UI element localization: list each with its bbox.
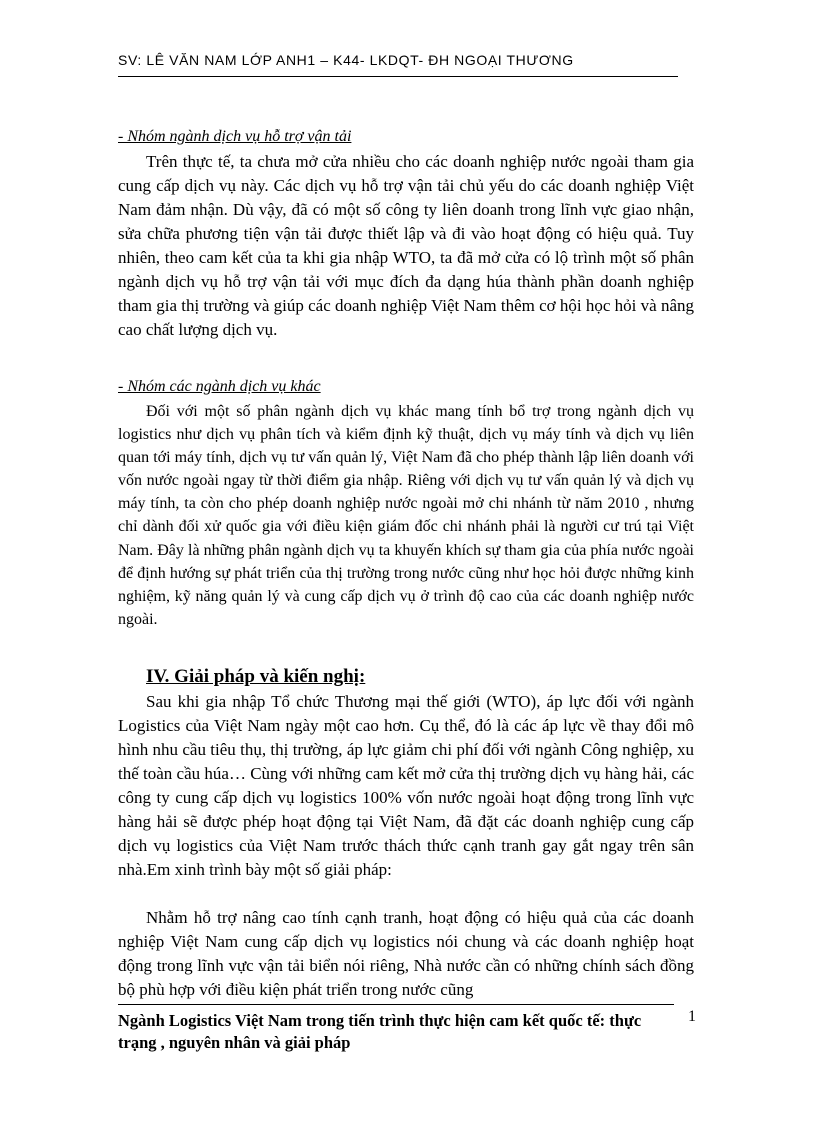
- header-divider: [118, 76, 678, 77]
- paragraph-other-services: Đối với một số phân ngành dịch vụ khác mang tính bổ trợ trong ngành dịch vụ logistics như dịch vụ phân tích và kiểm định kỹ thuật, dịch vụ máy tính và dịch vụ liên quan tới máy tính, dịch vụ tư vấn quản lý, Việt Nam đã cho phép thành lập liên doanh với vốn nước ngoài ngay từ thời điểm gia nhập. Riêng với dịch vụ tư vấn quản lý và dịch vụ máy tính, ta còn cho phép doanh nghiệp nước ngoài mở chi nhánh từ năm 2010 , nhưng chỉ dành đối xử quốc gia với điều kiện giám đốc chi nhánh phải là người cư trú tại Việt Nam. Đây là những phân ngành dịch vụ ta khuyến khích sự tham gia của phía nước ngoài để định hướng sự phát triển của thị trường trong nước cũng như học hỏi được những kinh nghiệm, kỹ năng quản lý và cung cấp dịch vụ ở trình độ cao của các doanh nghiệp nước ngoài.: [118, 403, 694, 628]
- page-header: SV: LÊ VĂN NAM LỚP ANH1 – K44- LKDQT- ĐH NGOẠI THƯƠNG: [118, 52, 574, 68]
- footer-title: Ngành Logistics Việt Nam trong tiến trình thực hiện cam kết quốc tế: thực trạng , nguyên nhân và giải pháp: [118, 1011, 642, 1052]
- footer-divider: [118, 1004, 674, 1005]
- paragraph-solutions-state-policy: Nhằm hỗ trợ nâng cao tính cạnh tranh, hoạt động có hiệu quả của các doanh nghiệp Việt Nam cung cấp dịch vụ logistics nói chung và các doanh nghiệp hoạt động trong lĩnh vực vận tải biển nói riêng, Nhà nước cần có những chính sách đồng bộ phù hợp với điều kiện phát triển trong nước cũng: [118, 908, 694, 999]
- heading-solutions: IV. Giải pháp và kiến nghị:: [146, 666, 366, 687]
- paragraph-solutions-intro: Sau khi gia nhập Tổ chức Thương mại thế giới (WTO), áp lực đối với ngành Logistics của Việt Nam ngày một cao hơn. Cụ thể, đó là các áp lực về thay đổi mô hình nhu cầu tiêu thụ, thị trường, áp lực giảm chi phí đối với ngành Công nghiệp, xu thế toàn cầu húa… Cùng với những cam kết mở cửa thị trường dịch vụ hàng hải, các công ty cung cấp dịch vụ logistics 100% vốn nước ngoài hoạt động trong lĩnh vực hàng hải sẽ được phép hoạt động tại Việt Nam, đã đặt các doanh nghiệp cung cấp dịch vụ logistics của Việt Nam trước thách thức cạnh tranh gay gắt ngay trên sân nhà.Em xinh trình bày một số giải pháp:: [118, 692, 694, 879]
- section-title-transport-support: - Nhóm ngành dịch vụ hỗ trợ vận tải: [118, 128, 352, 145]
- page-number: 1: [688, 1008, 696, 1025]
- section-title-other-services: - Nhóm các ngành dịch vụ khác: [118, 378, 321, 395]
- paragraph-transport-support: Trên thực tế, ta chưa mở cửa nhiều cho các doanh nghiệp nước ngoài tham gia cung cấp dịch vụ này. Các dịch vụ hỗ trợ vận tải chủ yếu do các doanh nghiệp Việt Nam đảm nhận. Dù vậy, đã có một số công ty liên doanh trong lĩnh vực giao nhận, sửa chữa phương tiện vận tải được thiết lập và đi vào hoạt động có hiệu quả. Tuy nhiên, theo cam kết của ta khi gia nhập WTO, ta đã mở cửa có lộ trình một số phân ngành dịch vụ hỗ trợ vận tải với mục đích đa dạng húa thành phần doanh nghiệp tham gia thị trường và giúp các doanh nghiệp Việt Nam thêm cơ hội học hỏi và nâng cao chất lượng dịch vụ.: [118, 152, 694, 339]
